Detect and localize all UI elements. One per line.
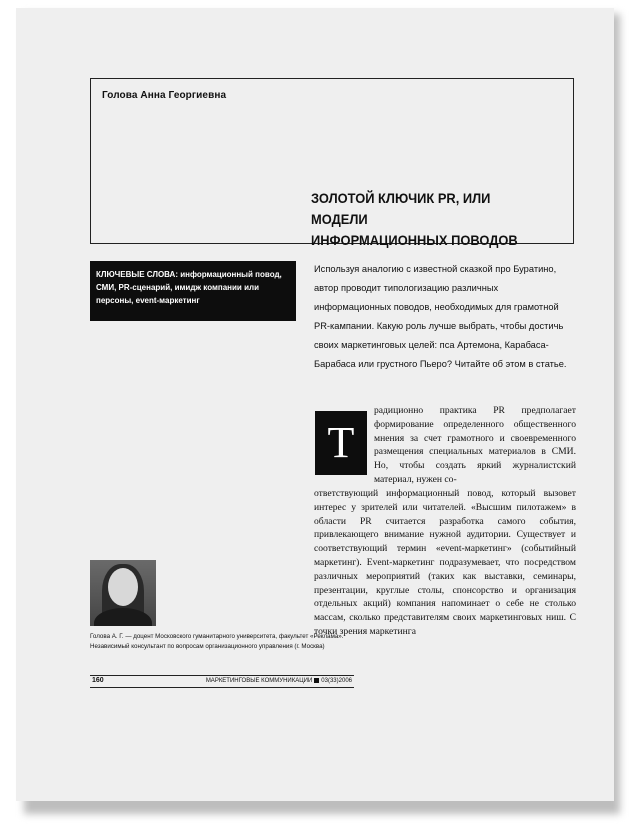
- abstract: Используя аналогию с известной сказкой про Буратино, автор проводит типологизацию различных информационных поводов, необходимых для грамотной PR-кампании. Какую роль лучше выбрать, чтобы достичь своих маркетинговых целей: пса Артемона, Карабаса-Барабаса или грустного Пьеро? Читайте об этом в статье.: [314, 264, 567, 369]
- journal-info: [206, 678, 352, 684]
- author-photo: [90, 560, 156, 626]
- body-text: ответствующий информационный повод, который вызовет интерес у зрителей или читателей. «Высшим пилотажем» в области PR считается разработка самого события, привлекающего внимание нужной аудитории. Существует и соответствующий термин «event-маркетинг» (событийный маркетинг). Event-маркетинг подразумевает, что посредством различных мероприятий (таких как выставки, семинары, презентации, круглые столы, спонсорство и организация отдельных акций) компания напоминает о себе не столько массам, сколько представителям своих маркетинговых ниш. С точки зрения маркетинга: [314, 488, 576, 637]
- journal-name: МАРКЕТИНГОВЫЕ КОММУНИКАЦИИ: [205, 678, 313, 685]
- page-number: 160: [92, 677, 104, 684]
- title-line-1: ЗОЛОТОЙ КЛЮЧИК PR, ИЛИ МОДЕЛИ: [311, 190, 491, 227]
- keywords-text: КЛЮЧЕВЫЕ СЛОВА: информационный повод, СМИ, PR-сценарий, имидж компании или персоны, event-маркетинг: [96, 270, 282, 305]
- journal-issue: 03(33)2006: [321, 678, 352, 685]
- author-name: Голова Анна Георгиевна: [102, 90, 227, 101]
- photo-face: [108, 568, 138, 606]
- square-bullet-icon: [314, 678, 319, 683]
- title-line-2: ИНФОРМАЦИОННЫХ ПОВОДОВ: [311, 232, 518, 248]
- article-title: [311, 188, 550, 251]
- body-text-intro: радиционно практика PR предполагает формирование определенного общественного мнения за счет грамотного и своевременного размещения специальных материалов в СМИ. Но, чтобы создать яркий журналистский материал, нужен со-: [374, 405, 576, 485]
- drop-cap: Т: [315, 411, 367, 475]
- author-caption: Голова А. Г. — доцент Московского гуманитарного университета, факультет «Реклама». Независимый консультант по вопросам организационного управления (г. Москва): [90, 633, 344, 650]
